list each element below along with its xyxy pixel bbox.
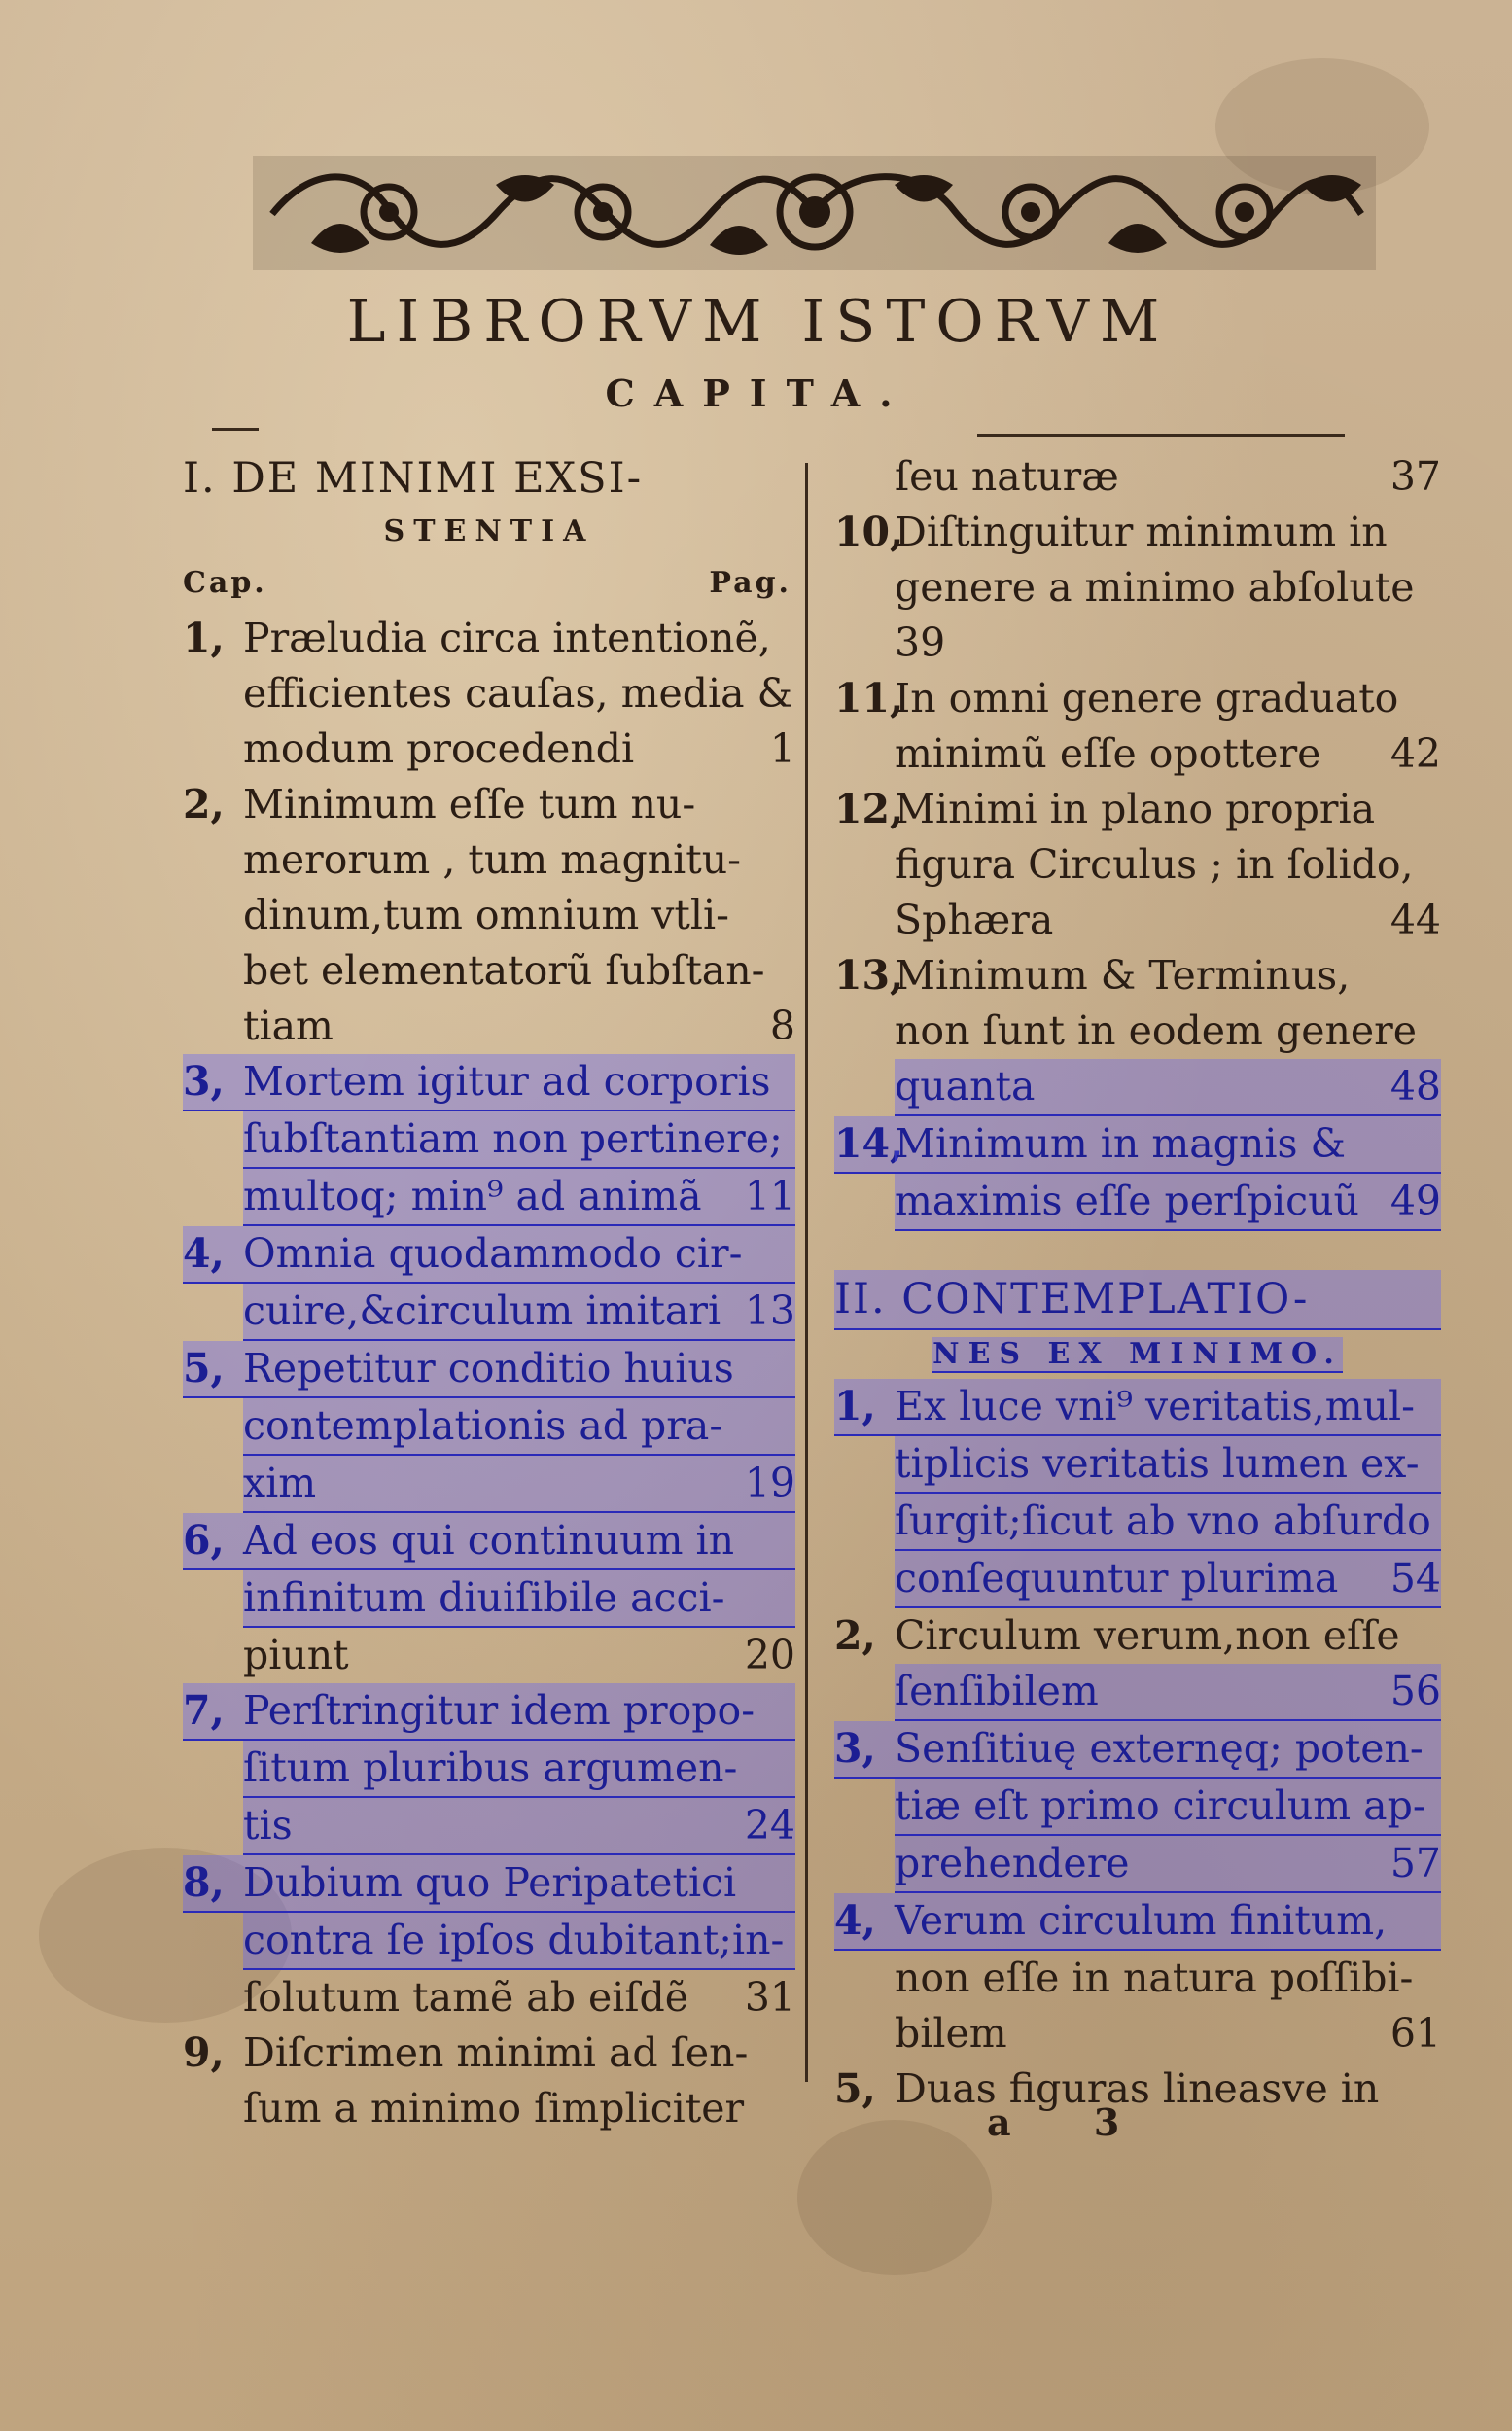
- text-line: Circulum verum,non eſſe: [895, 1612, 1400, 1659]
- chapter-text: [834, 449, 1441, 505]
- toc-entry: [183, 2026, 795, 2136]
- section-title-continuation: [834, 1330, 1441, 1379]
- toc-entry-highlighted: [834, 1116, 1441, 1231]
- chapter-number: 2,: [834, 1612, 876, 1659]
- toc-entry-highlighted: [834, 1608, 1441, 1721]
- text-line: figura Circulus ; in ſolido,: [895, 841, 1414, 888]
- text-line: [895, 726, 1441, 782]
- text-line: non eſſe in natura poſſibi-: [895, 1955, 1414, 2001]
- chapter-text: [895, 1116, 1441, 1231]
- spacer: [834, 1231, 1441, 1270]
- text-line: merorum , tum magnitu-: [243, 836, 742, 883]
- paper-stain: [797, 2120, 992, 2275]
- section-title-continuation-text: NES EX MINIMO.: [932, 1337, 1343, 1371]
- toc-entry-highlighted: [183, 1855, 795, 2026]
- page-number: 37: [1389, 453, 1441, 500]
- page-number: 20: [744, 1632, 795, 1678]
- page-number: 49: [1389, 1178, 1441, 1224]
- text-line: [895, 1664, 1441, 1721]
- toc-entry: [183, 777, 795, 1054]
- right-column: [834, 449, 1441, 2117]
- toc-entry-continuation: [834, 449, 1441, 505]
- page-number: 8: [769, 1003, 795, 1049]
- text-line-content: multoq; min⁹ ad animã: [243, 1173, 702, 1219]
- chapter-number: 3,: [183, 1054, 243, 1111]
- text-line: [243, 1628, 795, 1683]
- toc-entry-highlighted: [834, 1893, 1441, 2061]
- chapter-number: 6,: [183, 1513, 243, 1570]
- text-line: Minimum in magnis &: [895, 1116, 1441, 1174]
- divider: [212, 428, 259, 431]
- toc-entry-highlighted: [183, 1226, 795, 1341]
- chapter-text: [895, 1379, 1441, 1608]
- text-line: Minimum eſſe tum nu-: [243, 781, 696, 828]
- text-line-content: quanta: [895, 1063, 1036, 1110]
- text-line: Mortem igitur ad corporis: [243, 1054, 795, 1111]
- toc-entry-highlighted: [183, 1513, 795, 1683]
- chapter-text: [895, 671, 1441, 782]
- text-line-content: cuire,&circulum imitari: [243, 1287, 721, 1334]
- chapter-number: 12,: [834, 786, 904, 832]
- text-line: Ad eos qui continuum in: [243, 1513, 795, 1570]
- chapter-text: [895, 2061, 1441, 2117]
- text-line-content: maximis eſſe perſpicuũ: [895, 1178, 1359, 1224]
- text-line: Verum circulum finitum,: [895, 1893, 1441, 1951]
- text-line-content: Sphæra: [895, 897, 1054, 943]
- text-line-content: ſolutum tamẽ ab eiſdẽ: [243, 1974, 689, 2021]
- text-line: [895, 1174, 1441, 1231]
- text-line: [895, 2006, 1441, 2061]
- chapter-number: 5,: [834, 2065, 876, 2112]
- chapter-text: [243, 1683, 795, 1855]
- text-line: infinitum diuiſibile acci-: [243, 1570, 795, 1628]
- text-line: non ſunt in eodem genere: [895, 1007, 1417, 1054]
- text-line: [895, 449, 1441, 505]
- page-number: 11: [744, 1173, 795, 1219]
- text-line: tiæ eſt primo circulum ap-: [895, 1779, 1441, 1836]
- chapter-text: [243, 777, 795, 1054]
- chapter-text: [243, 611, 795, 777]
- text-line: Senſitiuę externęq; poten-: [895, 1721, 1441, 1779]
- section-title-continuation: STENTIA: [383, 514, 595, 548]
- chapter-number: 3,: [834, 1721, 895, 1779]
- chapter-number: 7,: [183, 1683, 243, 1741]
- chapter-number: 1,: [183, 615, 225, 661]
- text-line: [895, 1551, 1441, 1608]
- page-number: 61: [1389, 2010, 1441, 2057]
- toc-entry-highlighted: [183, 1054, 795, 1226]
- toc-entry: [834, 782, 1441, 948]
- text-line: [243, 722, 795, 777]
- text-line: contemplationis ad pra-: [243, 1398, 795, 1456]
- text-line: Diſtinguitur minimum in: [895, 509, 1388, 555]
- text-line: Minimi in plano propria: [895, 786, 1376, 832]
- column-header: [183, 556, 795, 611]
- text-line: Repetitur conditio huius: [243, 1341, 795, 1398]
- text-line: ſum a minimo ſimpliciter: [243, 2085, 745, 2132]
- page-subtitle: CAPITA.: [605, 371, 912, 415]
- chapter-text: [243, 1226, 795, 1341]
- text-line: ſitum pluribus argumen-: [243, 1741, 795, 1798]
- text-line: ſurgit;ſicut ab vno abſurdo: [895, 1494, 1441, 1551]
- toc-entry: [834, 671, 1441, 782]
- toc-entry: [834, 505, 1441, 671]
- page-number: 42: [1389, 730, 1441, 777]
- chapter-label: Cap.: [183, 566, 267, 600]
- chapter-text: [243, 1341, 795, 1513]
- page-number: 56: [1389, 1668, 1441, 1714]
- text-line: tiplicis veritatis lumen ex-: [895, 1436, 1441, 1494]
- page-number: 1: [769, 725, 795, 772]
- text-line: genere a minimo abſolute: [895, 564, 1415, 611]
- chapter-text: [243, 2026, 795, 2136]
- text-line: Minimum & Terminus,: [895, 952, 1351, 999]
- text-line-content: tis: [243, 1802, 293, 1849]
- text-line: [895, 893, 1441, 948]
- text-line-content: prehendere: [895, 1840, 1130, 1886]
- chapter-text: [895, 1608, 1441, 1721]
- page-number: 54: [1389, 1555, 1441, 1602]
- text-line-content: conſequuntur plurima: [895, 1555, 1339, 1602]
- chapter-text: [895, 948, 1441, 1116]
- chapter-number: 2,: [183, 781, 225, 828]
- chapter-number: 8,: [183, 1855, 243, 1913]
- text-line: [243, 1456, 795, 1513]
- chapter-text: [243, 1054, 795, 1226]
- page-number: 19: [744, 1460, 795, 1506]
- page-number: 44: [1389, 897, 1441, 943]
- text-line: [243, 999, 795, 1054]
- text-line: ſubſtantiam non pertinere;: [243, 1111, 795, 1169]
- chapter-number: 1,: [834, 1379, 895, 1436]
- page-number: 48: [1389, 1063, 1441, 1110]
- page-title: LIBRORVM ISTORVM: [346, 288, 1171, 356]
- text-line: dinum,tum omnium vtli-: [243, 892, 729, 938]
- text-line: [895, 1059, 1441, 1116]
- chapter-number: 4,: [834, 1893, 895, 1951]
- text-line-content: tiam: [243, 1003, 334, 1049]
- divider: [977, 434, 1345, 437]
- text-line: [243, 1970, 795, 2026]
- decorative-headpiece: [253, 156, 1376, 270]
- text-line-content: bilem: [895, 2010, 1007, 2057]
- text-line-content: ſenſibilem: [895, 1668, 1099, 1714]
- chapter-number: 10,: [834, 509, 904, 555]
- chapter-text: [243, 1855, 795, 2026]
- page-number: 57: [1389, 1840, 1441, 1886]
- text-line: efficientes cauſas, media &: [243, 670, 793, 717]
- chapter-text: [895, 505, 1441, 671]
- chapter-number: 11,: [834, 675, 904, 722]
- page-number: 31: [744, 1974, 795, 2021]
- text-line: Ex luce vni⁹ veritatis,mul-: [895, 1379, 1441, 1436]
- chapter-number: 13,: [834, 952, 904, 999]
- text-line: [243, 1798, 795, 1855]
- text-line: [243, 1169, 795, 1226]
- section-title: I. DE MINIMI EXSI-: [183, 454, 644, 503]
- toc-entry: [834, 948, 1441, 1116]
- text-line: In omni genere graduato: [895, 675, 1399, 722]
- page-number: 13: [744, 1287, 795, 1334]
- left-column: [183, 449, 795, 2136]
- chapter-text: [895, 1721, 1441, 1893]
- section-title: II. CONTEMPLATIO-: [834, 1270, 1441, 1330]
- chapter-number: 14,: [834, 1116, 895, 1174]
- text-line-content: xim: [243, 1460, 317, 1506]
- text-line-content: ſeu naturæ: [895, 453, 1119, 500]
- text-line-content: modum procedendi: [243, 725, 635, 772]
- text-line: Duas figuras lineasve in: [895, 2065, 1380, 2112]
- text-line: Dubium quo Peripatetici: [243, 1855, 795, 1913]
- text-line-content: piunt: [243, 1632, 349, 1678]
- text-line: contra ſe ipſos dubitant;in-: [243, 1913, 795, 1970]
- text-line: bet elementatorũ ſubſtan-: [243, 947, 765, 994]
- text-line: [895, 1836, 1441, 1893]
- toc-entry-highlighted: [183, 1341, 795, 1513]
- toc-entry-highlighted: [834, 1721, 1441, 1893]
- text-line: Præludia circa intentionẽ,: [243, 615, 771, 661]
- chapter-number: 5,: [183, 1341, 243, 1398]
- text-line: Perſtringitur idem propo-: [243, 1683, 795, 1741]
- text-line-content: minimũ eſſe opottere: [895, 730, 1321, 777]
- toc-entry: [183, 611, 795, 777]
- toc-entry-highlighted: [183, 1683, 795, 1855]
- text-line: Diſcrimen minimi ad ſen-: [243, 2029, 749, 2076]
- text-line: [243, 1284, 795, 1341]
- page-number: 24: [744, 1802, 795, 1849]
- column-divider: [805, 463, 808, 2082]
- page-label: Pag.: [709, 566, 791, 600]
- signature-mark: a 3: [987, 2100, 1155, 2144]
- chapter-text: [243, 1513, 795, 1683]
- chapter-text: [895, 782, 1441, 948]
- text-line: 39: [895, 619, 946, 666]
- toc-entry-highlighted: [834, 1379, 1441, 1608]
- chapter-number: 4,: [183, 1226, 243, 1284]
- chapter-text: [895, 1893, 1441, 2061]
- chapter-number: 9,: [183, 2029, 225, 2076]
- text-line: Omnia quodammodo cir-: [243, 1226, 795, 1284]
